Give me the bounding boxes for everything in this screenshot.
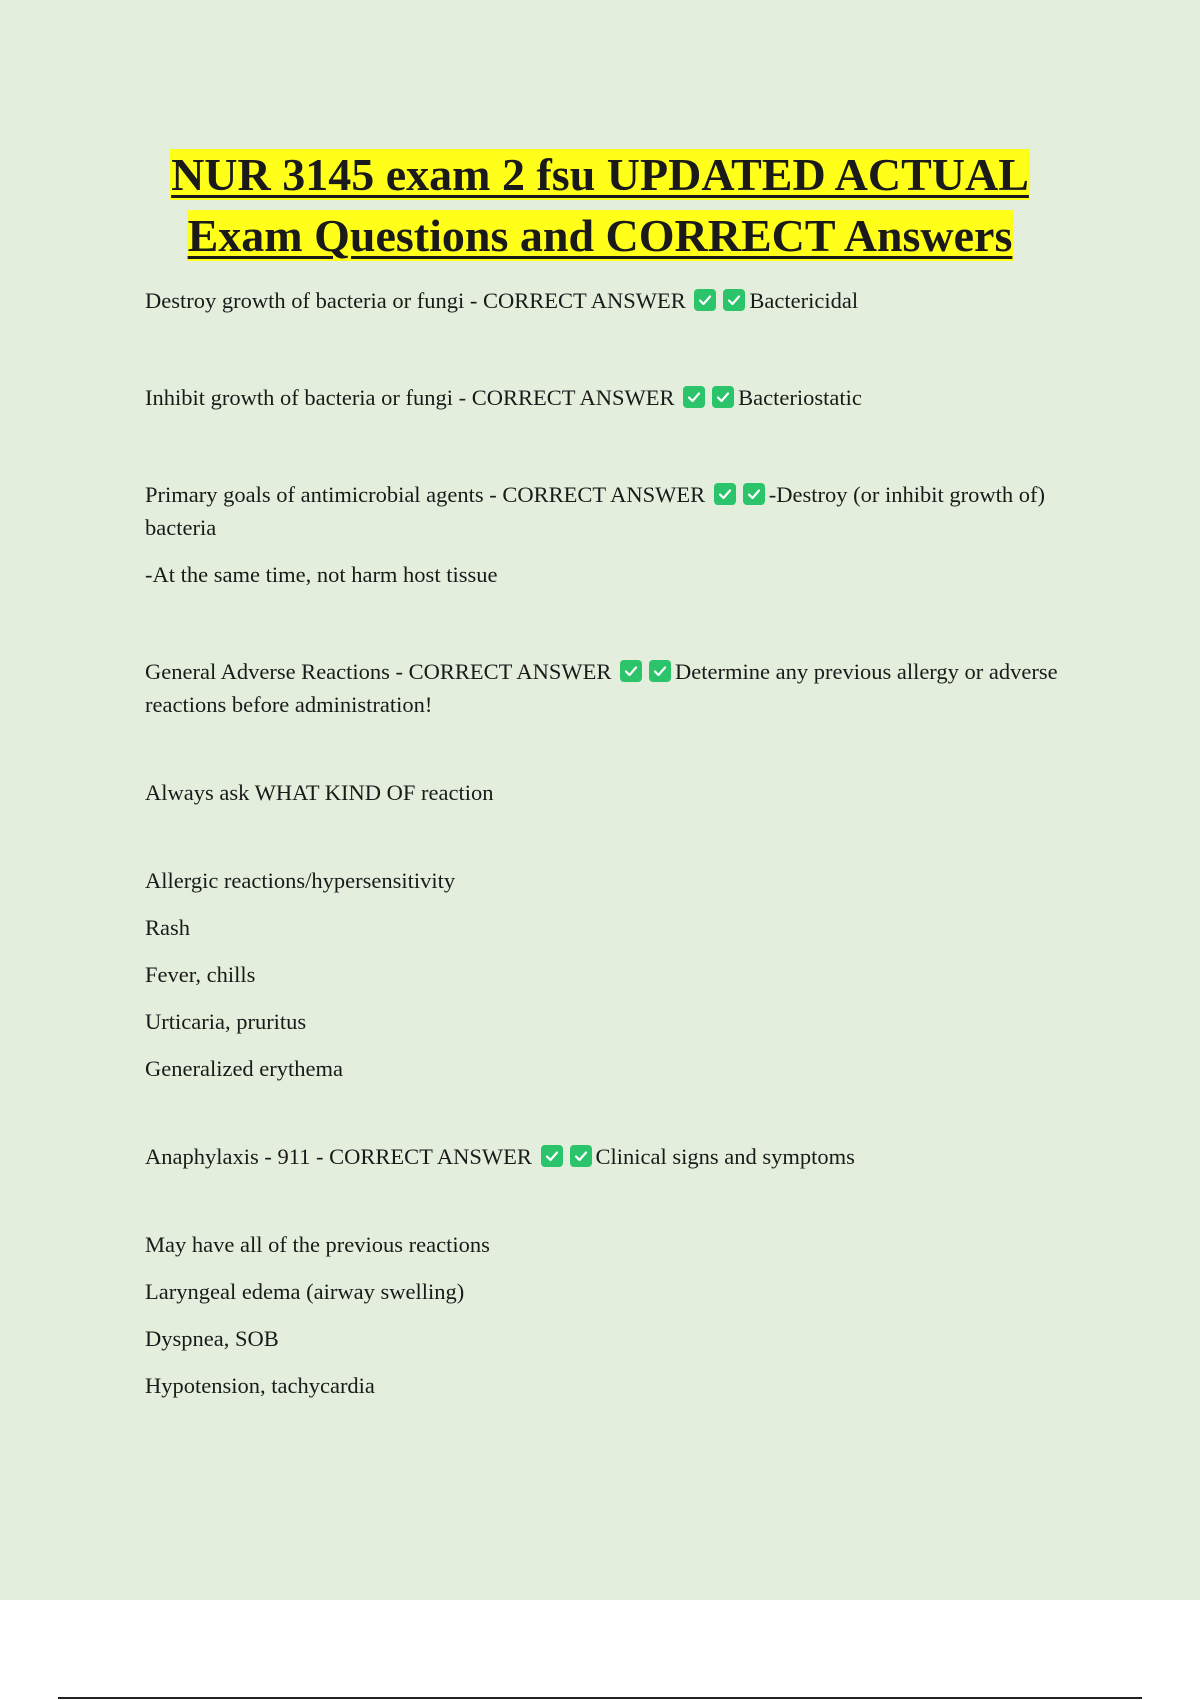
question-text: Destroy growth of bacteria or fungi - CORRECT ANSWER xyxy=(145,288,686,313)
answer-extra-line: -At the same time, not harm host tissue xyxy=(145,562,498,587)
answer-text: Clinical signs and symptoms xyxy=(595,1144,855,1169)
list-item: Hypotension, tachycardia xyxy=(145,1373,375,1398)
question-text: Inhibit growth of bacteria or fungi - CORRECT ANSWER xyxy=(145,385,675,410)
answer-paragraph: Always ask WHAT KIND OF reaction xyxy=(145,780,494,805)
list-item: Fever, chills xyxy=(145,962,256,987)
qa-item-primary-goals xyxy=(145,478,1090,544)
qa-item-general-adverse-reactions xyxy=(145,655,1090,721)
list-item: Generalized erythema xyxy=(145,1056,344,1081)
answer-text: -Destroy (or inhibit growth of) bacteria xyxy=(145,482,1045,540)
qa-item-anaphylaxis xyxy=(145,1140,1090,1173)
qa-item-bacteriostatic xyxy=(145,381,1090,414)
question-text: General Adverse Reactions - CORRECT ANSWER xyxy=(145,659,612,684)
question-text: Anaphylaxis - 911 - CORRECT ANSWER xyxy=(145,1144,532,1169)
answer-text: Bacteriostatic xyxy=(738,385,862,410)
qa-item-bactericidal xyxy=(145,284,1090,317)
list-item: Rash xyxy=(145,915,190,940)
check-mark-icon xyxy=(541,1145,563,1167)
answer-text: Determine any previous allergy or adverse reactions before administration! xyxy=(145,659,1058,717)
title-line-2: Exam Questions and CORRECT Answers xyxy=(187,210,1013,261)
title-line-1: NUR 3145 exam 2 fsu UPDATED ACTUAL xyxy=(171,149,1029,200)
check-mark-icon xyxy=(723,289,745,311)
check-mark-icon xyxy=(683,386,705,408)
list-item: Dyspnea, SOB xyxy=(145,1326,279,1351)
document-title xyxy=(100,144,1100,266)
check-mark-icon xyxy=(694,289,716,311)
qa-content xyxy=(145,284,1090,1402)
check-mark-icon xyxy=(649,660,671,682)
list-item: Allergic reactions/hypersensitivity xyxy=(145,868,456,893)
check-mark-icon xyxy=(712,386,734,408)
check-mark-icon xyxy=(620,660,642,682)
check-mark-icon xyxy=(743,483,765,505)
question-text: Primary goals of antimicrobial agents - CORRECT ANSWER xyxy=(145,482,706,507)
check-mark-icon xyxy=(570,1145,592,1167)
reaction-list xyxy=(145,864,1090,1085)
symptom-list xyxy=(145,1228,1090,1402)
list-item: Laryngeal edema (airway swelling) xyxy=(145,1279,465,1304)
check-mark-icon xyxy=(714,483,736,505)
footer-divider xyxy=(58,1697,1142,1699)
list-item: May have all of the previous reactions xyxy=(145,1232,490,1257)
list-item: Urticaria, pruritus xyxy=(145,1009,307,1034)
answer-text: Bactericidal xyxy=(749,288,859,313)
